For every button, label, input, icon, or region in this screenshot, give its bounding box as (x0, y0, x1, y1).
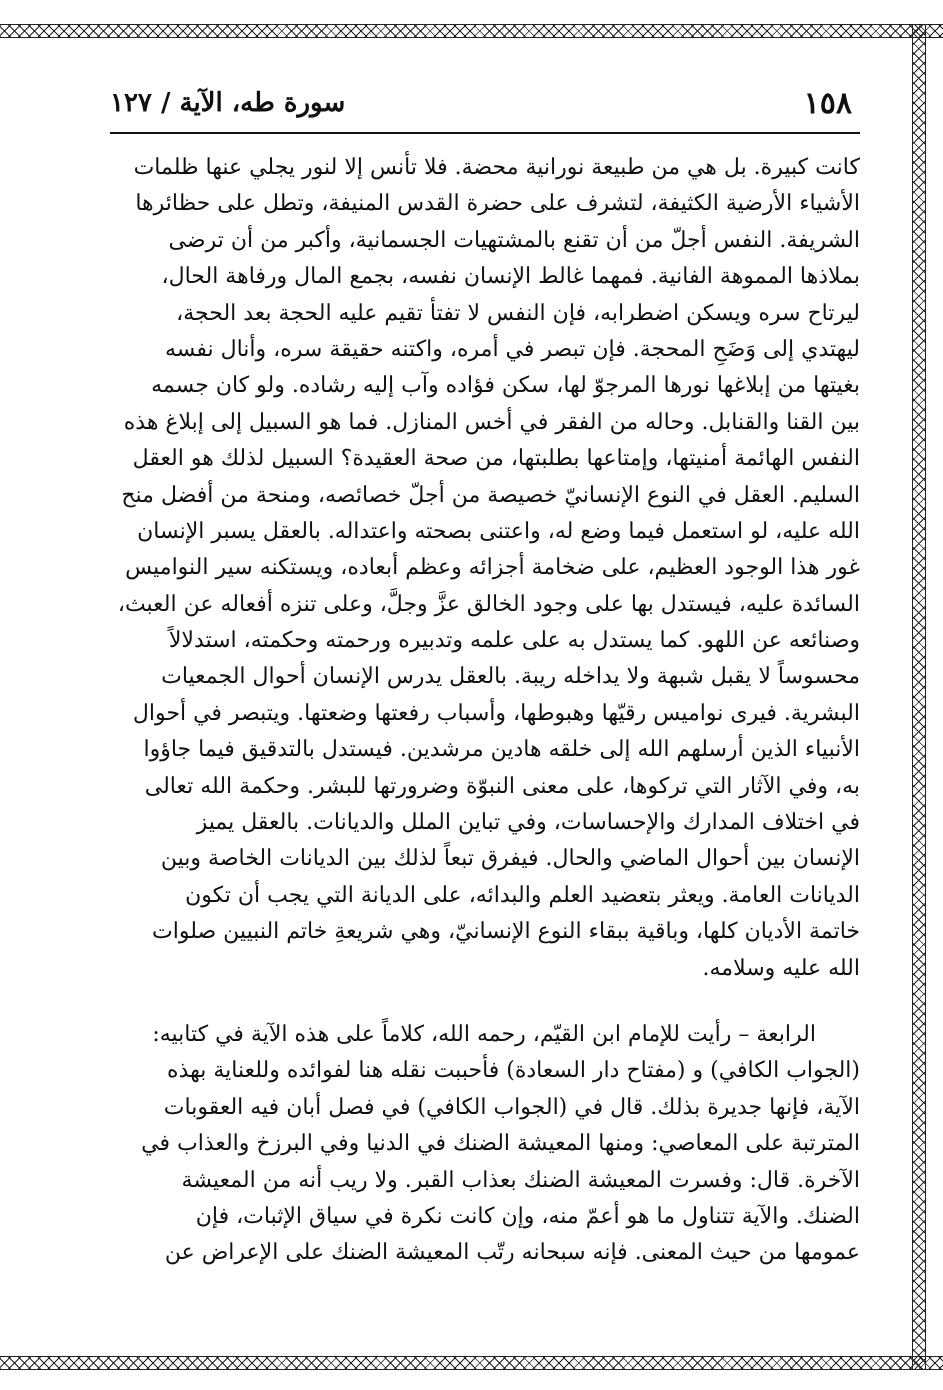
text-line: الأنبياء الذين أرسلهم الله إلى خلقه هادين مرشدين. فيستدل بالتدقيق فيما جاؤوا (143, 737, 860, 763)
text-line: المترتبة على المعاصي: ومنها المعيشة الضنك في الدنيا وفي البرزخ والعذاب في (141, 1131, 860, 1157)
text-line: الضنك. والآية تتناول ما هو أعمّ منه، وإن كانت نكرة في سياق الإثبات، فإن (195, 1203, 860, 1229)
text-line: السائدة عليه، فيستدل بها على وجود الخالق عزَّ وجلَّ، وعلى تنزه أفعاله عن العبث، (117, 591, 860, 617)
text-line: النفس الهائمة أمنيتها، وإمتاعها بطلبتها، من صحة العقيدة؟ السبيل لذلك هو العقل (132, 446, 860, 472)
text-line: بغيتها من إبلاغها نورها المرجوّ لها، سكن فؤاده وآب إليه رشاده. ولو كان جسمه (151, 373, 860, 399)
text-line: ليرتاح سره ويسكن اضطرابه، فإن النفس لا تفتأ تقيم عليه الحجة بعد الحجة، (176, 300, 860, 326)
text-line: بين القنا والقنابل. وحاله من الفقر في أخس المنازل. فما هو السبيل إلى إبلاغ هذه (123, 409, 860, 435)
body-text (108, 150, 860, 1272)
text-line: (الجواب الكافي) و (مفتاح دار السعادة) فأحببت نقله هنا لفوائده وللعناية بهذه (167, 1058, 860, 1084)
paragraph-2 (108, 1017, 860, 1272)
header-rule (110, 132, 860, 134)
text-line: الديانات العامة. ويعثر بتعضيد العلم والبدائه، على الديانة التي يجب أن تكون (185, 882, 860, 908)
text-line: الله عليه، لو استعمل فيما وضع له، واعتنى بصحته واعتداله. بالعقل يسبر الإنسان (137, 518, 860, 544)
text-line: به، وفي الآثار التي تركوها، على معنى النبوّة وضرورتها للبشر. وحكمة الله تعالى (144, 773, 860, 799)
decorative-border-bottom (0, 1356, 943, 1370)
text-line: الإنسان بين أحوال الماضي والحال. فيفرق تبعاً لذلك بين الديانات الخاصة وبين (160, 846, 860, 872)
text-line: محسوساً لا يقبل شبهة ولا يداخله ريبة. بالعقل يدرس الإنسان أحوال الجمعيات (161, 664, 860, 690)
text-line: الله عليه وسلامه. (702, 955, 860, 981)
text-line: البشرية. فيرى نواميس رقيّها وهبوطها، وأسباب رفعتها وضعتها. ويتبصر في أحوال (132, 700, 860, 726)
paragraph-1 (108, 150, 860, 987)
text-line: السليم. العقل في النوع الإنسانيّ خصيصة من أجلّ خصائصه، ومنحة من أفضل منح (121, 482, 860, 508)
decorative-border-right (912, 24, 926, 1370)
text-line: في اختلاف المدارك والإحساسات، وفي تباين الملل والديانات. بالعقل يميز (196, 810, 860, 836)
decorative-border-top (0, 24, 943, 38)
page-header (110, 86, 858, 130)
text-line: ليهتدي إلى وَضَحِ المحجة. فإن تبصر في أمره، واكتنه حقيقة سره، وأنال نفسه (164, 336, 860, 362)
text-line: وصنائعه عن اللهو. كما يستدل به على علمه وتدبيره ورحمته وحكمته، استدلالاً (168, 628, 860, 654)
text-line: الآية، فإنها جديرة بذلك. قال في (الجواب الكافي) في فصل أبان فيه العقوبات (163, 1094, 860, 1120)
page-number: ١٥٨ (803, 86, 852, 121)
text-line: الآخرة. قال: وفسرت المعيشة الضنك بعذاب القبر. ولا ريب أنه من المعيشة (181, 1167, 860, 1193)
text-line: كانت كبيرة. بل هي من طبيعة نورانية محضة. فلا تأنس إلا لنور يجلي عنها ظلمات (133, 155, 860, 180)
text-line: بملاذها المموهة الفانية. فمهما غالط الإنسان نفسه، بجمع المال ورفاهة الحال، (161, 264, 860, 290)
text-line: عمومها من حيث المعنى. فإنه سبحانه رتّب المعيشة الضنك على الإعراض عن (164, 1240, 860, 1266)
text-line: الرابعة – رأيت للإمام ابن القيّم، رحمه الله، كلاماً على هذه الآية في كتابيه: (152, 1021, 816, 1047)
text-line: الأشياء الأرضية الكثيفة، لتشرف على حضرة القدس المنيفة، وتطل على حظائرها (135, 191, 860, 217)
text-line: خاتمة الأديان كلها، وباقية ببقاء النوع الإنسانيّ، وهي شريعةِ خاتم النبيين صلوات (152, 919, 860, 945)
text-line: غور هذا الوجود العظيم، على ضخامة أجزائه وعظم أبعاده، ويستكنه سير النواميس (125, 555, 860, 581)
running-title: سورة طه، الآية / ١٢٧ (110, 88, 346, 118)
text-line: الشريفة. النفس أجلّ من أن تقنع بالمشتهيات الجسمانية، وأكبر من أن ترضى (168, 227, 860, 253)
